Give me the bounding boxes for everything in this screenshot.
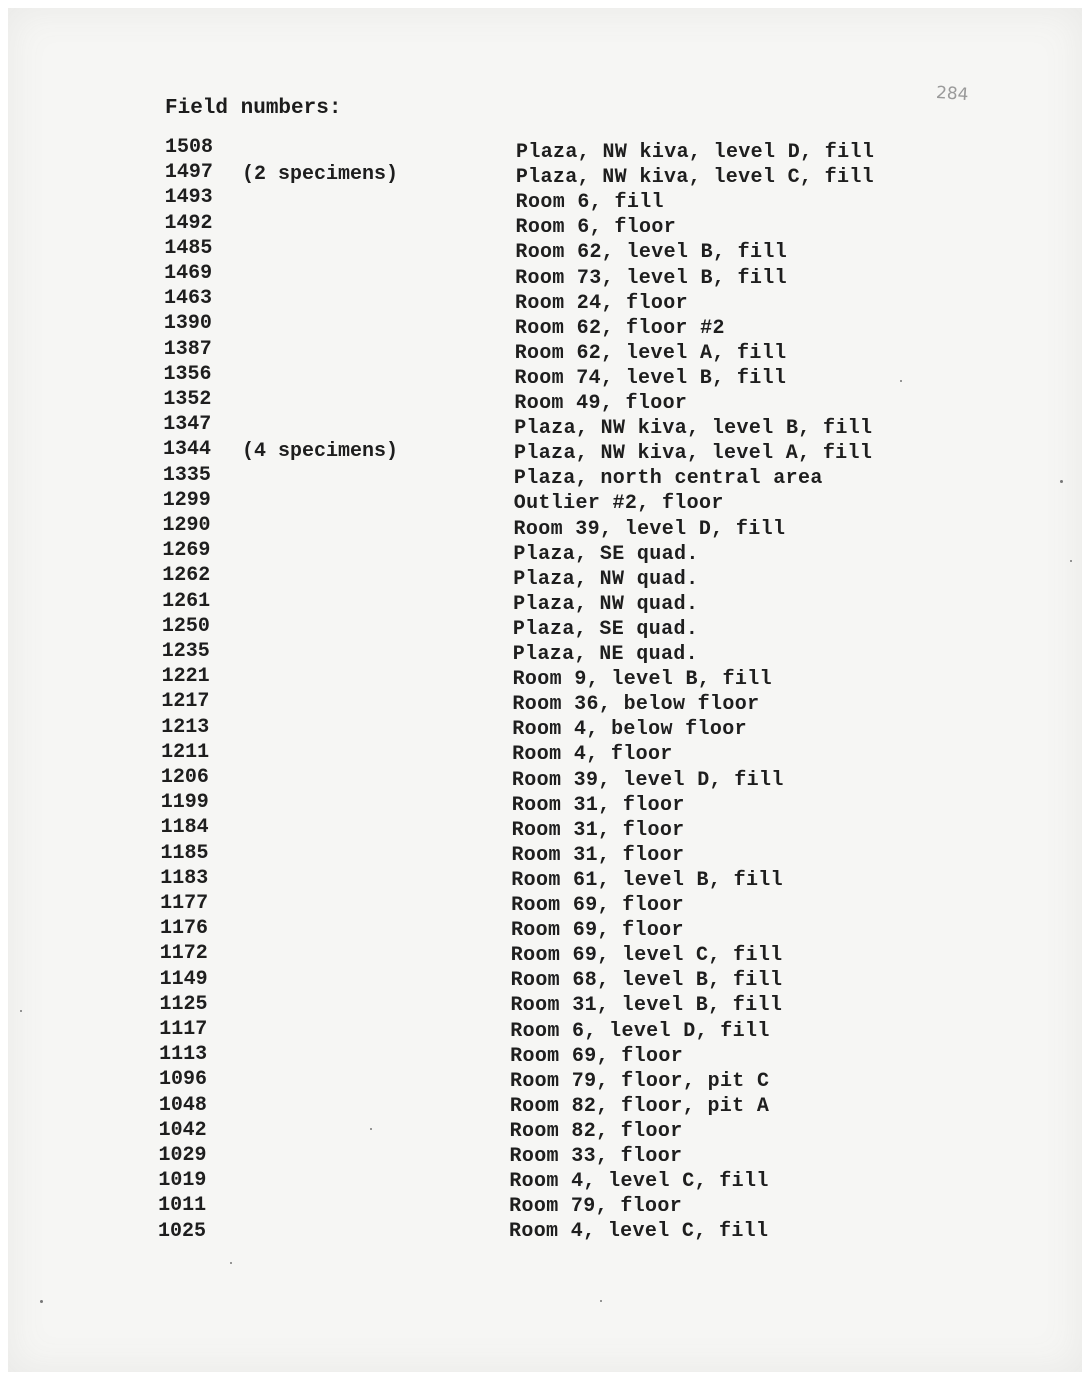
provenance-location: Room 69, floor [510,1044,684,1068]
photocopy-speck [20,1010,22,1012]
field-number: 1217 [161,690,210,714]
field-number: 1390 [163,312,212,336]
field-number: 1172 [159,942,208,966]
field-number: 1485 [164,236,213,260]
provenance-location: Plaza, NW kiva, level B, fill [514,417,873,441]
field-number: 1019 [158,1169,207,1193]
provenance-location: Room 31, floor [511,818,685,842]
field-number: 1117 [159,1018,208,1041]
provenance-location: Room 69, floor [511,894,685,917]
provenance-location: Room 69, level C, fill [510,944,783,968]
provenance-location: Room 4, level C, fill [509,1170,769,1194]
provenance-location: Room 68, level B, fill [510,969,783,993]
field-number: 1025 [158,1219,207,1243]
field-number: 1029 [158,1144,207,1167]
field-number: 1352 [163,388,212,411]
field-number: 1299 [162,488,211,512]
specimen-count-note: (4 specimens) [242,440,399,464]
field-number: 1497 [164,161,213,185]
provenance-location: Room 39, level D, fill [513,517,786,541]
photocopy-speck [230,1262,232,1264]
field-number: 1213 [161,715,210,739]
provenance-location: Room 31, floor [511,793,685,817]
field-number: 1177 [160,892,209,915]
field-number: 1335 [162,463,211,487]
field-number: 1113 [159,1043,208,1067]
provenance-location: Plaza, NE quad. [512,643,699,666]
specimen-count-note: (2 specimens) [242,163,399,187]
photocopy-speck [600,1300,602,1302]
provenance-location: Room 6, fill [515,191,664,215]
provenance-location: Room 62, level A, fill [514,341,787,365]
provenance-location: Room 82, floor [509,1119,683,1143]
provenance-location: Room 73, level B, fill [515,266,787,290]
provenance-location: Plaza, SE quad. [512,617,699,641]
provenance-location: Room 6, floor [515,216,677,240]
provenance-location: Plaza, NW kiva, level D, fill [516,141,875,164]
field-number: 1125 [159,992,208,1016]
field-number: 1206 [160,766,209,789]
provenance-location: Plaza, NW kiva, level C, fill [515,166,875,190]
photocopy-speck [1070,560,1072,562]
provenance-location: Room 24, floor [515,291,688,315]
field-number: 1290 [162,514,211,537]
field-number: 1493 [164,186,213,210]
provenance-location: Room 79, floor, pit C [509,1069,770,1093]
field-number: 1269 [162,539,211,563]
provenance-location: Room 36, below floor [512,693,760,717]
field-number: 1048 [158,1093,207,1117]
field-number: 1262 [162,564,211,588]
field-number: 1508 [165,136,214,159]
field-number: 1387 [163,337,212,361]
provenance-location: Room 79, floor [509,1195,683,1219]
field-number: 1011 [158,1194,207,1218]
field-number: 1356 [163,362,212,386]
provenance-location: Room 31, level B, fill [510,994,783,1018]
field-number: 1235 [161,640,210,663]
provenance-location: Room 33, floor [509,1145,683,1168]
provenance-location: Room 62, floor #2 [514,316,725,340]
field-number: 1096 [158,1068,207,1092]
field-number: 1469 [164,262,213,285]
field-number: 1176 [159,917,208,941]
photocopy-speck [1060,480,1063,483]
field-number: 1185 [160,841,209,865]
field-number: 1261 [162,589,211,613]
provenance-location: Room 4, level C, fill [509,1220,769,1244]
field-number: 1211 [161,740,210,764]
field-number: 1250 [161,614,210,638]
field-number: 1042 [158,1118,207,1142]
provenance-location: Room 4, below floor [512,718,747,742]
field-number: 1463 [164,287,213,311]
provenance-location: Room 61, level B, fill [511,868,784,892]
field-number: 1221 [161,665,210,689]
provenance-location: Room 49, floor [514,392,688,415]
provenance-location: Plaza, NW kiva, level A, fill [514,442,873,466]
provenance-location: Room 9, level B, fill [512,668,772,692]
provenance-location: Room 31, floor [511,843,685,867]
provenance-location: Plaza, SE quad. [513,542,699,566]
field-number: 1149 [159,967,208,991]
field-number: 1492 [164,211,213,235]
provenance-location: Room 39, level D, fill [511,768,784,792]
provenance-location: Room 74, level B, fill [514,366,787,390]
provenance-location: Room 4, floor [512,743,673,767]
provenance-location: Plaza, NW quad. [513,592,699,616]
provenance-location: Room 6, level D, fill [510,1019,770,1043]
field-number: 1344 [163,438,212,462]
photocopy-speck [40,1300,43,1303]
provenance-location: Room 82, floor, pit A [509,1094,770,1118]
provenance-location: Room 62, level B, fill [515,241,788,265]
provenance-location: Plaza, NW quad. [513,567,699,591]
field-numbers-heading: Field numbers: [165,97,342,120]
provenance-location: Plaza, north central area [513,467,823,491]
field-number: 1199 [160,791,209,815]
page-number: 284 [935,82,970,106]
photocopy-speck [370,1128,372,1130]
photocopy-speck [900,380,902,382]
field-number: 1184 [160,816,209,840]
field-number: 1347 [163,413,212,437]
field-number: 1183 [160,866,209,890]
provenance-location: Room 69, floor [510,919,684,943]
provenance-location: Outlier #2, floor [513,492,724,516]
